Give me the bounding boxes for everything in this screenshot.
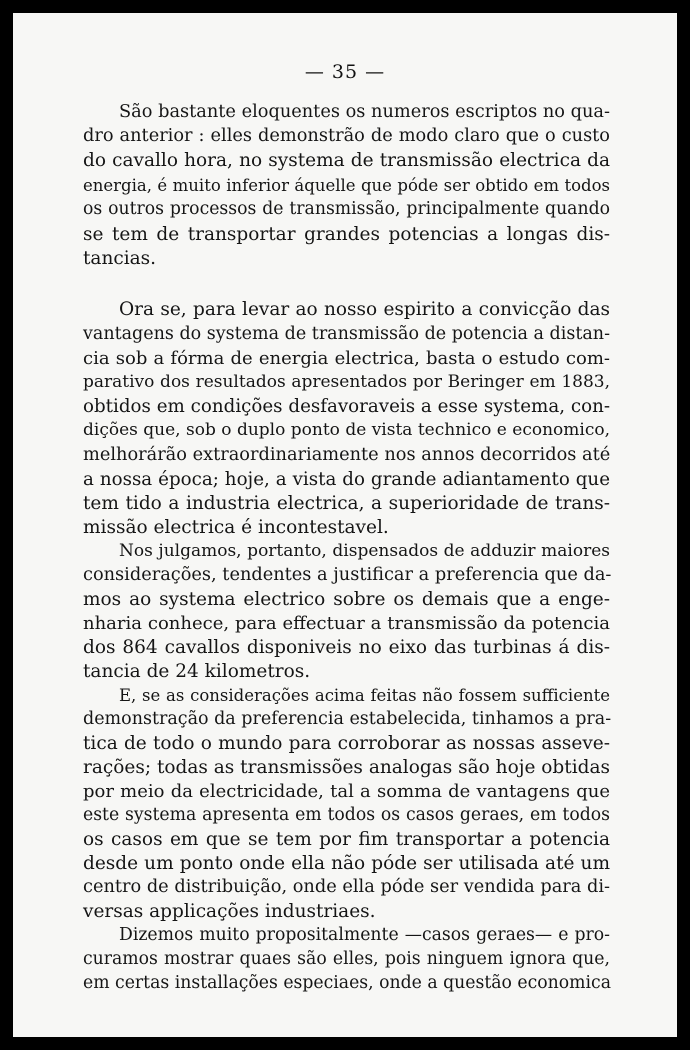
text-line: do cavallo hora, no systema de transmissão electrica da	[83, 150, 610, 171]
text-line: versas applicações industriaes.	[83, 901, 376, 922]
text-line: mos ao systema electrico sobre os demais que a enge-	[83, 589, 610, 610]
text-line: tem tido a industria electrica, a superioridade de trans-	[83, 493, 610, 514]
text-line: E, se as considerações acima feitas não fossem sufficiente	[119, 686, 610, 705]
text-line: tica de todo o mundo para corroborar as nossas asseve-	[83, 733, 610, 754]
text-line: vantagens do systema de transmissão de potencia a distan-	[83, 324, 610, 344]
text-line: este systema apresenta em todos os casos geraes, em todos	[83, 805, 610, 825]
text-line: parativo dos resultados apresentados por Beringer em 1883,	[83, 372, 610, 392]
text-line: obtidos em condições desfavoraveis a esse systema, con-	[83, 396, 610, 417]
text-line: a nossa época; hoje, a vista do grande adiantamento que	[83, 469, 610, 490]
text-line: cia sob a fórma de energia electrica, basta o estudo com-	[83, 348, 610, 369]
text-line: São bastante eloquentes os numeros escriptos no qua-	[119, 102, 610, 122]
text-line: desde um ponto onde ella não póde ser utilisada até um	[83, 853, 610, 874]
text-line: Dizemos muito propositalmente —casos geraes— e pro-	[119, 925, 610, 945]
text-line: tancias.	[83, 248, 157, 269]
text-line: nharia conhece, para effectuar a transmissão da potencia	[83, 613, 610, 634]
text-line: melhorárão extraordinariamente nos annos decorridos até	[83, 445, 611, 465]
text-line: Nos julgamos, portanto, dispensados de adduzir maiores	[119, 541, 610, 561]
text-line: curamos mostrar quaes são elles, pois ninguem ignora que,	[83, 949, 610, 969]
text-line: demonstração da preferencia estabelecida, tinhamos a pra-	[83, 709, 612, 729]
text-line: por meio da electricidade, tal a somma de vantagens que	[83, 781, 610, 802]
text-line: dro anterior : elles demonstrão de modo claro que o custo	[83, 126, 610, 146]
book-page	[13, 13, 677, 1037]
text-line: energia, é muito inferior áquelle que póde ser obtido em todos	[83, 176, 610, 195]
text-line: rações; todas as transmissões analogas são hoje obtidas	[83, 757, 610, 778]
page-number: — 35 —	[304, 61, 386, 83]
text-line: os casos em que se tem por fim transportar a potencia	[83, 829, 610, 850]
text-line: os outros processos de transmissão, principalmente quando	[83, 199, 610, 219]
text-line: dições que, sob o duplo ponto de vista technico e economico,	[83, 420, 610, 440]
text-line: em certas installações especiaes, onde a questão economica	[83, 973, 611, 993]
text-line: se tem de transportar grandes potencias a longas dis-	[83, 224, 610, 245]
text-line: Ora se, para levar ao nosso espirito a convicção das	[119, 299, 610, 320]
text-line: centro de distribuição, onde ella póde ser vendida para di-	[83, 877, 611, 897]
text-line: tancia de 24 kilometros.	[83, 661, 311, 682]
text-line: considerações, tendentes a justificar a preferencia que da-	[83, 565, 612, 585]
text-line: missão electrica é incontestavel.	[83, 517, 389, 538]
text-line: dos 864 cavallos disponiveis no eixo das turbinas á dis-	[83, 637, 610, 658]
